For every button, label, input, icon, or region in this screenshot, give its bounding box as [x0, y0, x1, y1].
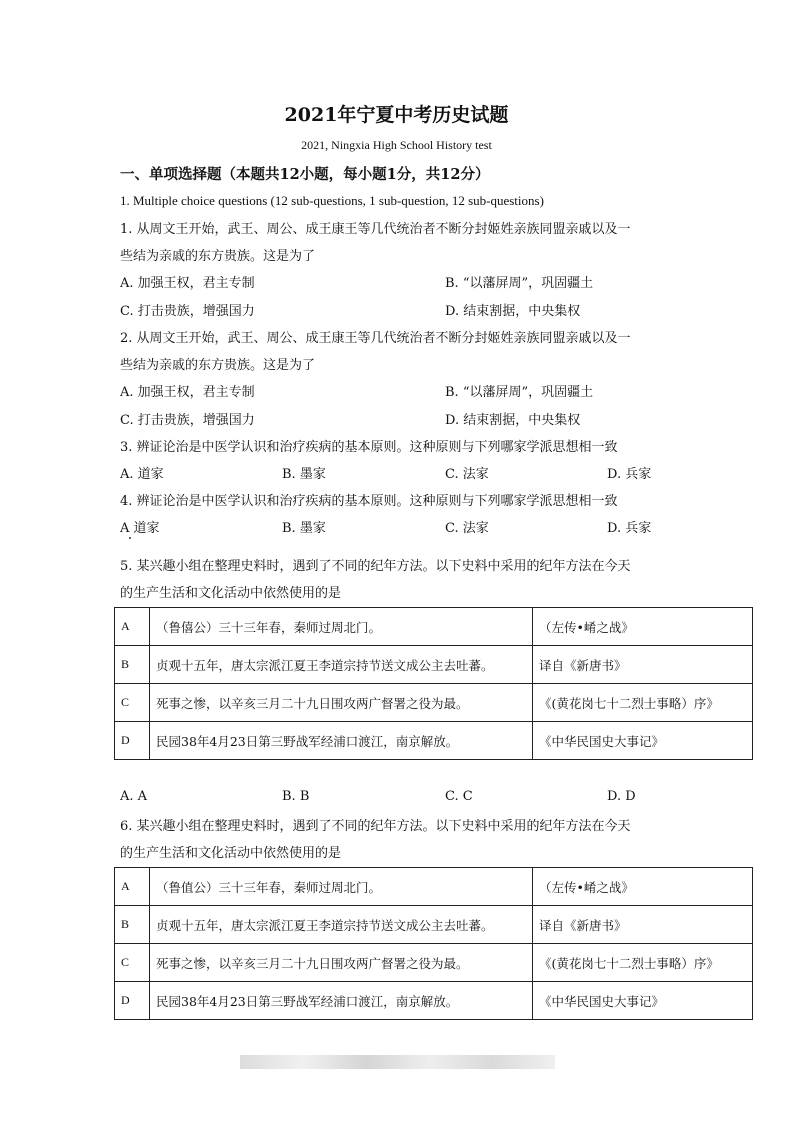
q3-stem: 3. 辨证论治是中医学认识和治疗疾病的基本原则。这种原则与下列哪家学派思想相一致 — [120, 440, 618, 455]
q5-source-table — [114, 607, 753, 760]
q2-option-a: A. 加强王权，君主专制 — [120, 385, 255, 400]
row-key: A — [115, 608, 150, 646]
table-row — [115, 944, 753, 982]
q5-option-c: C. C — [445, 789, 473, 804]
row-source: （左传•崤之战》 — [533, 608, 753, 646]
q4-option-d: D. 兵家 — [607, 521, 652, 536]
q6-stem-line1: 6. 某兴趣小组在整理史料时，遇到了不同的纪年方法。以下史料中采用的纪年方法在今天 — [120, 819, 631, 834]
page-subtitle: 2021, Ningxia High School History test — [301, 138, 492, 152]
q3-option-c: C. 法家 — [445, 467, 489, 482]
q2-option-d: D. 结束割据，中央集权 — [445, 413, 581, 428]
q4-stem: 4. 辨证论治是中医学认识和治疗疾病的基本原则。这种原则与下列哪家学派思想相一致 — [120, 494, 618, 509]
q5-option-d: D. D — [607, 789, 636, 804]
table-row — [115, 684, 753, 722]
row-text: 贞观十五年，唐太宗派江夏王李道宗持节送文成公主去吐蕃。 — [150, 906, 533, 944]
q4-option-c: C. 法家 — [445, 521, 489, 536]
row-source: 译自《新唐书》 — [533, 646, 753, 684]
row-source: 《中华民国史大事记》 — [533, 722, 753, 760]
row-text: （鲁值公）三十三年春，秦师过周北门。 — [150, 868, 533, 906]
q3-option-a: A. 道家 — [120, 467, 164, 482]
q2-option-c: C. 打击贵族，增强国力 — [120, 413, 255, 428]
row-key: B — [115, 906, 150, 944]
q2-stem-line1: 2. 从周文王开始，武王、周公、成王康王等几代统治者不断分封姬姓亲族同盟亲戚以及一 — [120, 331, 631, 346]
row-text: 民园38年4月23日第三野战军经浦口渡江，南京解放。 — [150, 722, 533, 760]
table-row — [115, 906, 753, 944]
row-key: B — [115, 646, 150, 684]
blurred-watermark — [240, 1055, 555, 1069]
q1-option-b: B. “以藩屏周”，巩固疆土 — [445, 276, 594, 291]
table-row — [115, 722, 753, 760]
row-text: （鲁僖公）三十三年春，秦师过周北门。 — [150, 608, 533, 646]
section-heading-en: 1. Multiple choice questions (12 sub-questions, 1 sub-question, 12 sub-questions) — [120, 193, 544, 208]
q2-option-b: B. “以藩屏周”，巩固疆土 — [445, 385, 594, 400]
table-row — [115, 868, 753, 906]
q4-option-b: B. 墨家 — [282, 521, 326, 536]
q1-option-d: D. 结束割据，中央集权 — [445, 304, 581, 319]
q3-option-b: B. 墨家 — [282, 467, 326, 482]
row-key: D — [115, 722, 150, 760]
row-text: 死事之惨，以辛亥三月二十九日围攻两广督署之役为最。 — [150, 944, 533, 982]
row-text: 死事之惨，以辛亥三月二十九日围攻两广督署之役为最。 — [150, 684, 533, 722]
q5-stem-line2: 的生产生活和文化活动中依然使用的是 — [120, 586, 342, 601]
table-row — [115, 982, 753, 1020]
q5-option-a: A. A — [120, 789, 148, 804]
q2-stem-line2: 些结为亲戚的东方贵族。这是为了 — [120, 358, 316, 373]
page-title: 2021年宁夏中考历史试题 — [284, 104, 509, 126]
q1-option-a: A. 加强王权，君主专制 — [120, 276, 255, 291]
q5-option-b: B. B — [282, 789, 310, 804]
row-source: 《(黄花岗七十二烈士事略）序》 — [533, 944, 753, 982]
q3-option-d: D. 兵家 — [607, 467, 652, 482]
q5-stem-line1: 5. 某兴趣小组在整理史料时，遇到了不同的纪年方法。以下史料中采用的纪年方法在今天 — [120, 559, 631, 574]
row-text: 贞观十五年，唐太宗派江夏王李道宗持节送文成公主去吐蕃。 — [150, 646, 533, 684]
q6-stem-line2: 的生产生活和文化活动中依然使用的是 — [120, 846, 342, 861]
row-key: D — [115, 982, 150, 1020]
section-heading: 一、单项选择题（本题共12小题，每小题1分，共12分） — [120, 166, 490, 183]
q6-source-table — [114, 867, 753, 1020]
stray-mark — [129, 537, 131, 539]
row-source: 《中华民国史大事记》 — [533, 982, 753, 1020]
row-text: 民园38年4月23日第三野战军经浦口渡江，南京解放。 — [150, 982, 533, 1020]
row-key: C — [115, 944, 150, 982]
table-row — [115, 646, 753, 684]
row-key: C — [115, 684, 150, 722]
q1-stem-line1: 1. 从周文王开始，武王、周公、成王康王等几代统治者不断分封姬姓亲族同盟亲戚以及一 — [120, 222, 631, 237]
q4-option-a: A 道家 — [120, 521, 160, 536]
row-source: 译自《新唐书》 — [533, 906, 753, 944]
q1-stem-line2: 些结为亲戚的东方贵族。这是为了 — [120, 249, 316, 264]
table-row — [115, 608, 753, 646]
row-source: 《(黄花岗七十二烈士事略）序》 — [533, 684, 753, 722]
row-key: A — [115, 868, 150, 906]
row-source: （左传•崤之战》 — [533, 868, 753, 906]
q1-option-c: C. 打击贵族，增强国力 — [120, 304, 255, 319]
